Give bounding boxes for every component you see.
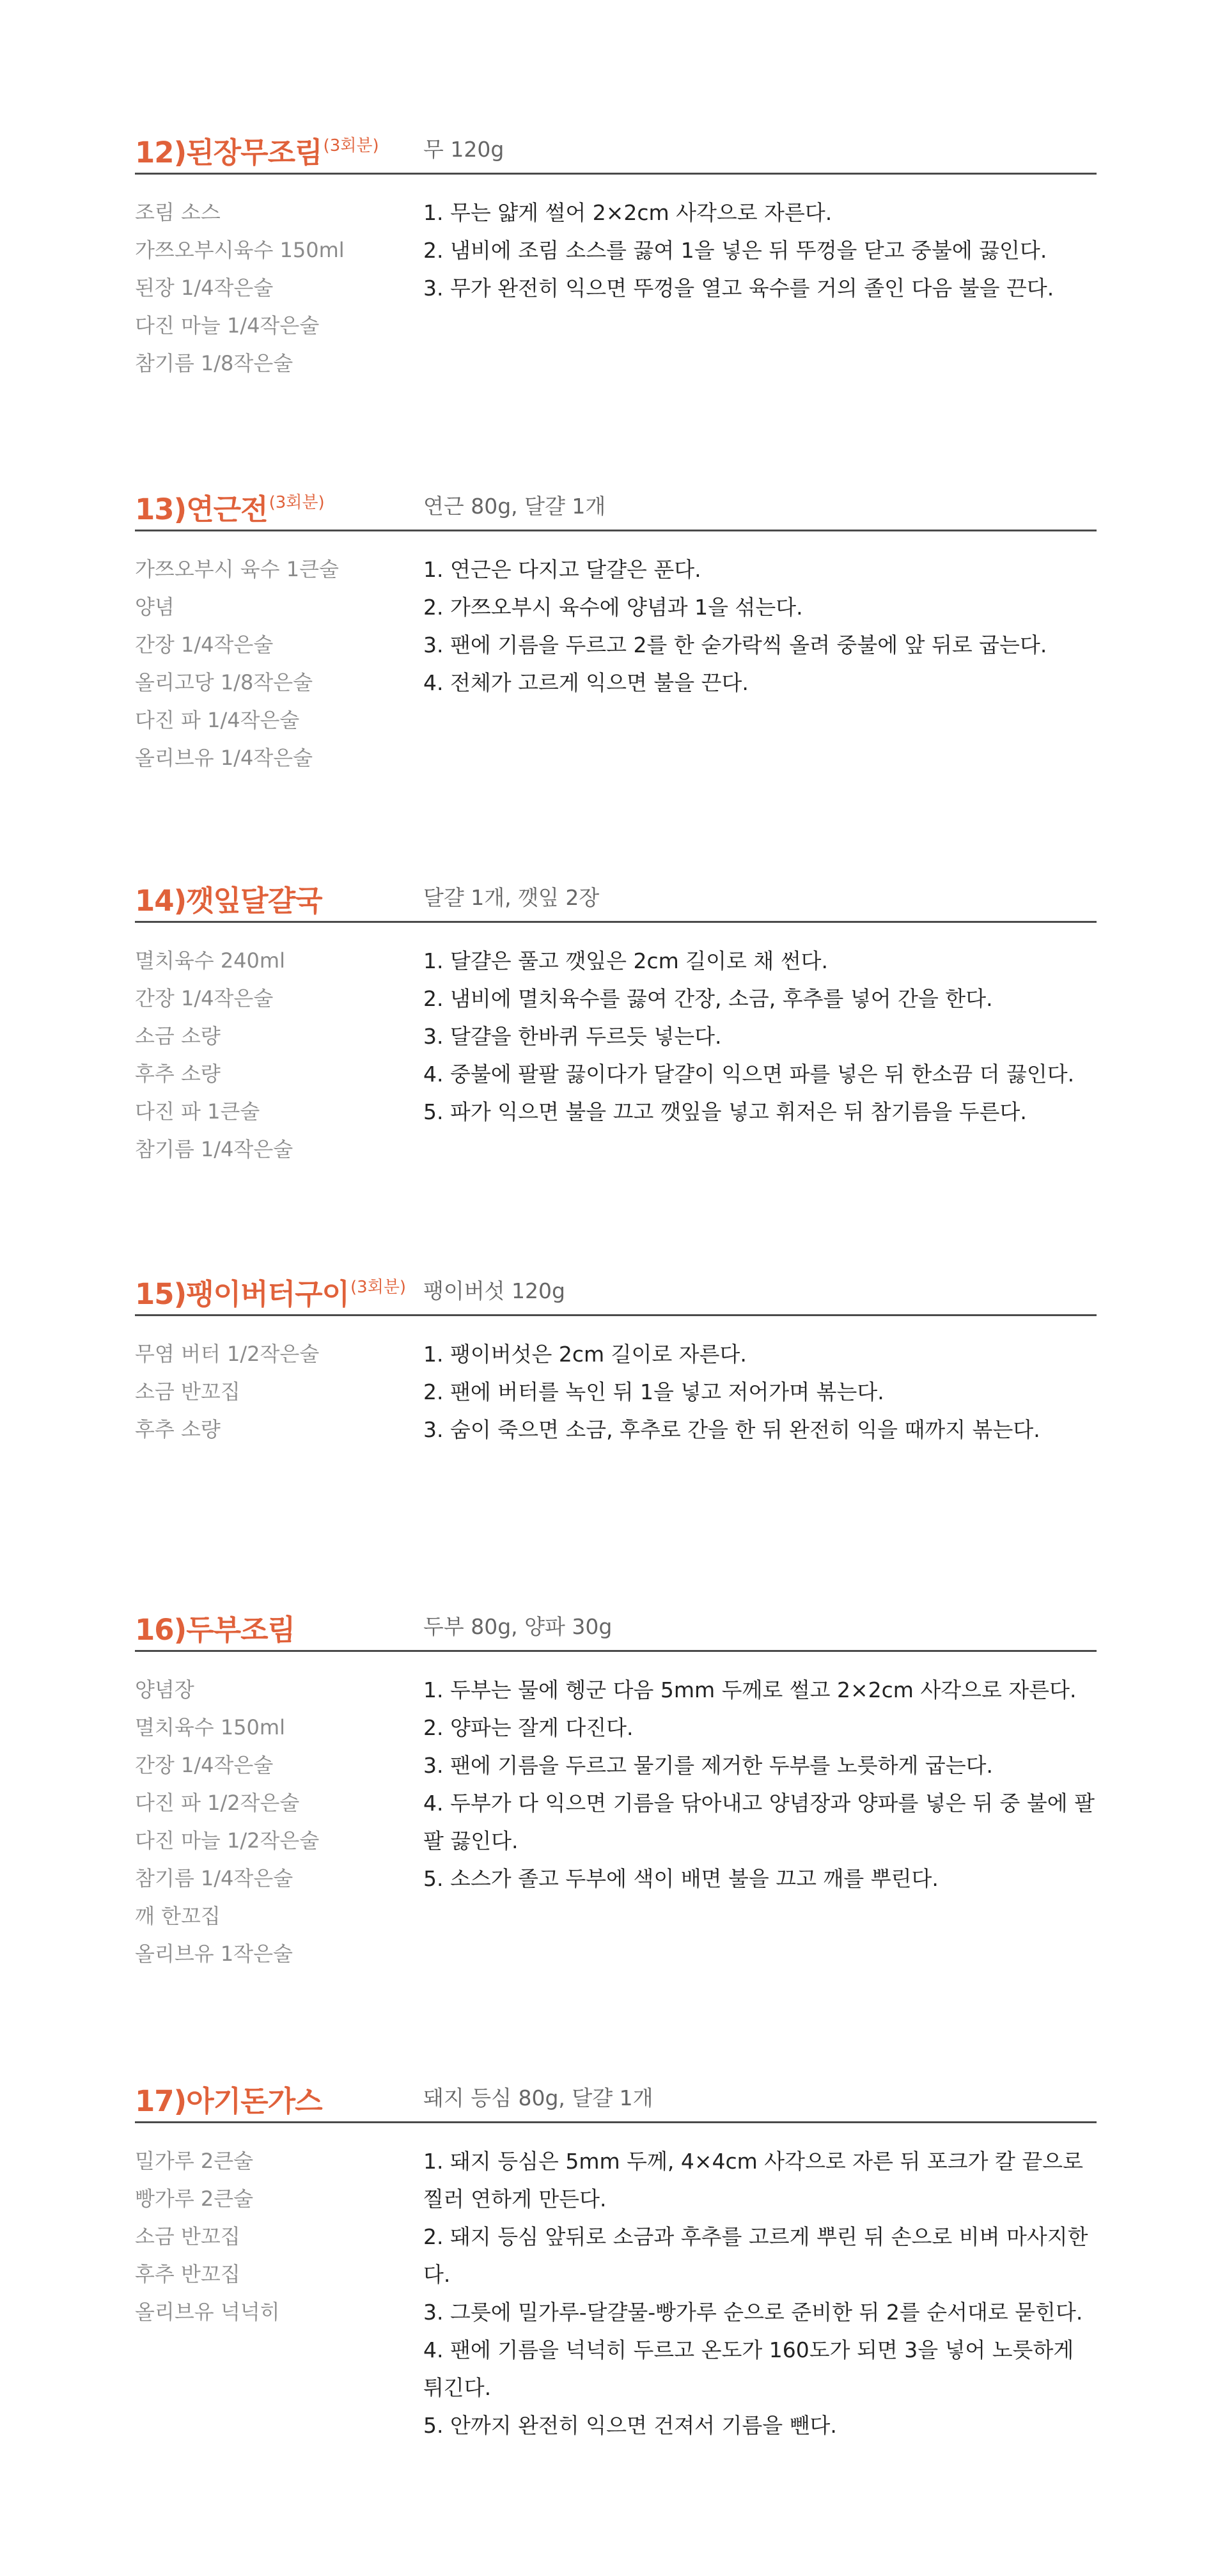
recipe-title: 15)팽이버터구이$^{(3회분)}$ xyxy=(135,1277,407,1311)
ingredient-item: 다진 마늘 1/4작은술 xyxy=(135,313,320,338)
step-item: 2. 돼지 등심 앞뒤로 소금과 후추를 고르게 뿌린 뒤 손으로 비벼 마사지한다. xyxy=(423,2224,1088,2287)
ingredient-list xyxy=(135,1335,410,1449)
ingredient-list xyxy=(135,2142,410,2331)
ingredient-list xyxy=(135,942,410,1168)
ingredient-item: 간장 1/4작은술 xyxy=(135,632,274,657)
step-item: 1. 팽이버섯은 2cm 길이로 자른다. xyxy=(423,1342,747,1367)
recipe-section xyxy=(135,870,1097,1161)
step-item: 2. 가쯔오부시 육수에 양념과 1을 섞는다. xyxy=(423,595,803,620)
ingredient-item: 참기름 1/8작은술 xyxy=(135,351,293,375)
main-ingredient: 달걀 1개, 깻잎 2장 xyxy=(423,885,600,910)
ingredient-item: 가쯔오부시육수 150ml xyxy=(135,238,345,262)
step-item: 4. 두부가 다 익으면 기름을 닦아내고 양념장과 양파를 넣은 뒤 중 불에 팔팔 끓인다. xyxy=(423,1791,1095,1853)
step-item: 4. 전체가 고르게 익으면 불을 끈다. xyxy=(423,670,749,695)
ingredient-item: 참기름 1/4작은술 xyxy=(135,1137,293,1161)
step-list xyxy=(423,194,1097,307)
ingredient-list xyxy=(135,1671,410,1973)
ingredient-item: 간장 1/4작은술 xyxy=(135,1753,274,1777)
step-item: 4. 팬에 기름을 넉넉히 두르고 온도가 160도가 되면 3을 넣어 노릇하게 튀긴다. xyxy=(423,2337,1074,2400)
ingredient-item: 소금 반꼬집 xyxy=(135,1379,240,1404)
ingredient-item: 소금 반꼬집 xyxy=(135,2224,240,2249)
step-item: 3. 달걀을 한바퀴 두르듯 넣는다. xyxy=(423,1024,722,1049)
step-item: 1. 연근은 다지고 달걀은 푼다. xyxy=(423,557,701,582)
ingredient-item: 후추 반꼬집 xyxy=(135,2262,240,2286)
ingredient-item: 멸치육수 150ml xyxy=(135,1715,285,1740)
recipe-section xyxy=(135,2070,1097,2438)
ingredient-item: 참기름 1/4작은술 xyxy=(135,1866,293,1890)
ingredient-item: 다진 파 1큰술 xyxy=(135,1099,260,1124)
recipe-section xyxy=(135,1263,1097,1442)
recipe-title: 14)깻잎달걀국 xyxy=(135,884,322,918)
step-item: 1. 돼지 등심은 5mm 두께, 4×4cm 사각으로 자른 뒤 포크가 칼 끝으로 찔러 연하게 만든다. xyxy=(423,2149,1084,2211)
ingredient-item: 양념장 xyxy=(135,1677,194,1702)
step-item: 5. 파가 익으면 불을 끄고 깻잎을 넣고 휘저은 뒤 참기름을 두른다. xyxy=(423,1099,1027,1124)
recipe-section xyxy=(135,478,1097,770)
recipe-title: 17)아기돈가스 xyxy=(135,2084,322,2118)
ingredient-item: 다진 파 1/4작은술 xyxy=(135,708,300,732)
recipe-section xyxy=(135,1599,1097,1966)
main-ingredient: 두부 80g, 양파 30g xyxy=(423,1614,613,1639)
recipe-header xyxy=(135,2070,1097,2123)
step-item: 3. 그릇에 밀가루-달걀물-빵가루 순으로 준비한 뒤 2를 순서대로 묻힌다. xyxy=(423,2300,1083,2325)
recipe-title: 16)두부조림 xyxy=(135,1613,295,1647)
step-item: 1. 무는 얇게 썰어 2×2cm 사각으로 자른다. xyxy=(423,200,832,225)
step-list xyxy=(423,551,1097,702)
ingredient-item: 올리브유 넉넉히 xyxy=(135,2300,280,2324)
servings-note: (3회분) xyxy=(350,1278,407,1297)
step-list xyxy=(423,1671,1097,1897)
step-item: 5. 안까지 완전히 익으면 건져서 기름을 뺀다. xyxy=(423,2413,837,2438)
step-item: 2. 냄비에 멸치육수를 끓여 간장, 소금, 후추를 넣어 간을 한다. xyxy=(423,986,993,1011)
recipe-header xyxy=(135,870,1097,923)
servings-note: (3회분) xyxy=(269,493,325,512)
ingredient-item: 빵가루 2큰술 xyxy=(135,2187,254,2211)
step-item: 3. 무가 완전히 익으면 뚜껑을 열고 육수를 거의 졸인 다음 불을 끈다. xyxy=(423,276,1054,301)
ingredient-item: 무염 버터 1/2작은술 xyxy=(135,1342,320,1366)
recipe-header xyxy=(135,122,1097,175)
ingredient-item: 밀가루 2큰술 xyxy=(135,2149,254,2173)
ingredient-item: 양념 xyxy=(135,595,175,619)
step-list xyxy=(423,942,1097,1131)
step-item: 3. 팬에 기름을 두르고 2를 한 숟가락씩 올려 중불에 앞 뒤로 굽는다. xyxy=(423,632,1047,657)
recipe-header xyxy=(135,1263,1097,1316)
step-list xyxy=(423,1335,1097,1449)
step-item: 1. 달걀은 풀고 깻잎은 2cm 길이로 채 썬다. xyxy=(423,948,828,973)
step-item: 1. 두부는 물에 헹군 다음 5mm 두께로 썰고 2×2cm 사각으로 자른다. xyxy=(423,1677,1077,1702)
ingredient-item: 후추 소량 xyxy=(135,1417,221,1441)
recipe-title: 13)연근전$^{(3회분)}$ xyxy=(135,492,325,526)
ingredient-item: 깨 한꼬집 xyxy=(135,1904,221,1928)
ingredient-item: 간장 1/4작은술 xyxy=(135,986,274,1010)
ingredient-item: 다진 파 1/2작은술 xyxy=(135,1791,300,1815)
step-list xyxy=(423,2142,1097,2444)
step-item: 2. 양파는 잘게 다진다. xyxy=(423,1715,634,1740)
ingredient-item: 올리고당 1/8작은술 xyxy=(135,670,313,695)
ingredient-item: 후추 소량 xyxy=(135,1062,221,1086)
ingredient-item: 올리브유 1작은술 xyxy=(135,1942,293,1966)
recipe-header xyxy=(135,478,1097,531)
ingredient-item: 다진 마늘 1/2작은술 xyxy=(135,1828,320,1853)
main-ingredient: 무 120g xyxy=(423,137,504,162)
ingredient-list xyxy=(135,194,410,382)
recipe-section xyxy=(135,122,1097,375)
main-ingredient: 팽이버섯 120g xyxy=(423,1278,565,1303)
step-item: 5. 소스가 졸고 두부에 색이 배면 불을 끄고 깨를 뿌린다. xyxy=(423,1866,939,1891)
step-item: 2. 냄비에 조림 소스를 끓여 1을 넣은 뒤 뚜껑을 닫고 중불에 끓인다. xyxy=(423,238,1047,263)
ingredient-item: 올리브유 1/4작은술 xyxy=(135,746,313,770)
servings-note: (3회분) xyxy=(323,136,379,155)
step-item: 3. 팬에 기름을 두르고 물기를 제거한 두부를 노릇하게 굽는다. xyxy=(423,1753,993,1778)
recipe-header xyxy=(135,1599,1097,1652)
ingredient-item: 가쯔오부시 육수 1큰술 xyxy=(135,557,339,581)
ingredient-item: 소금 소량 xyxy=(135,1024,221,1048)
step-item: 4. 중불에 팔팔 끓이다가 달걀이 익으면 파를 넣은 뒤 한소끔 더 끓인다. xyxy=(423,1062,1075,1087)
step-item: 3. 숨이 죽으면 소금, 후추로 간을 한 뒤 완전히 익을 때까지 볶는다. xyxy=(423,1417,1040,1442)
main-ingredient: 연근 80g, 달걀 1개 xyxy=(423,494,606,519)
ingredient-item: 된장 1/4작은술 xyxy=(135,276,274,300)
ingredient-item: 조림 소스 xyxy=(135,200,221,224)
ingredient-list xyxy=(135,551,410,777)
main-ingredient: 돼지 등심 80g, 달걀 1개 xyxy=(423,2085,653,2110)
ingredient-item: 멸치육수 240ml xyxy=(135,948,285,973)
step-item: 2. 팬에 버터를 녹인 뒤 1을 넣고 저어가며 볶는다. xyxy=(423,1379,884,1404)
recipe-title: 12)된장무조림$^{(3회분)}$ xyxy=(135,136,379,169)
